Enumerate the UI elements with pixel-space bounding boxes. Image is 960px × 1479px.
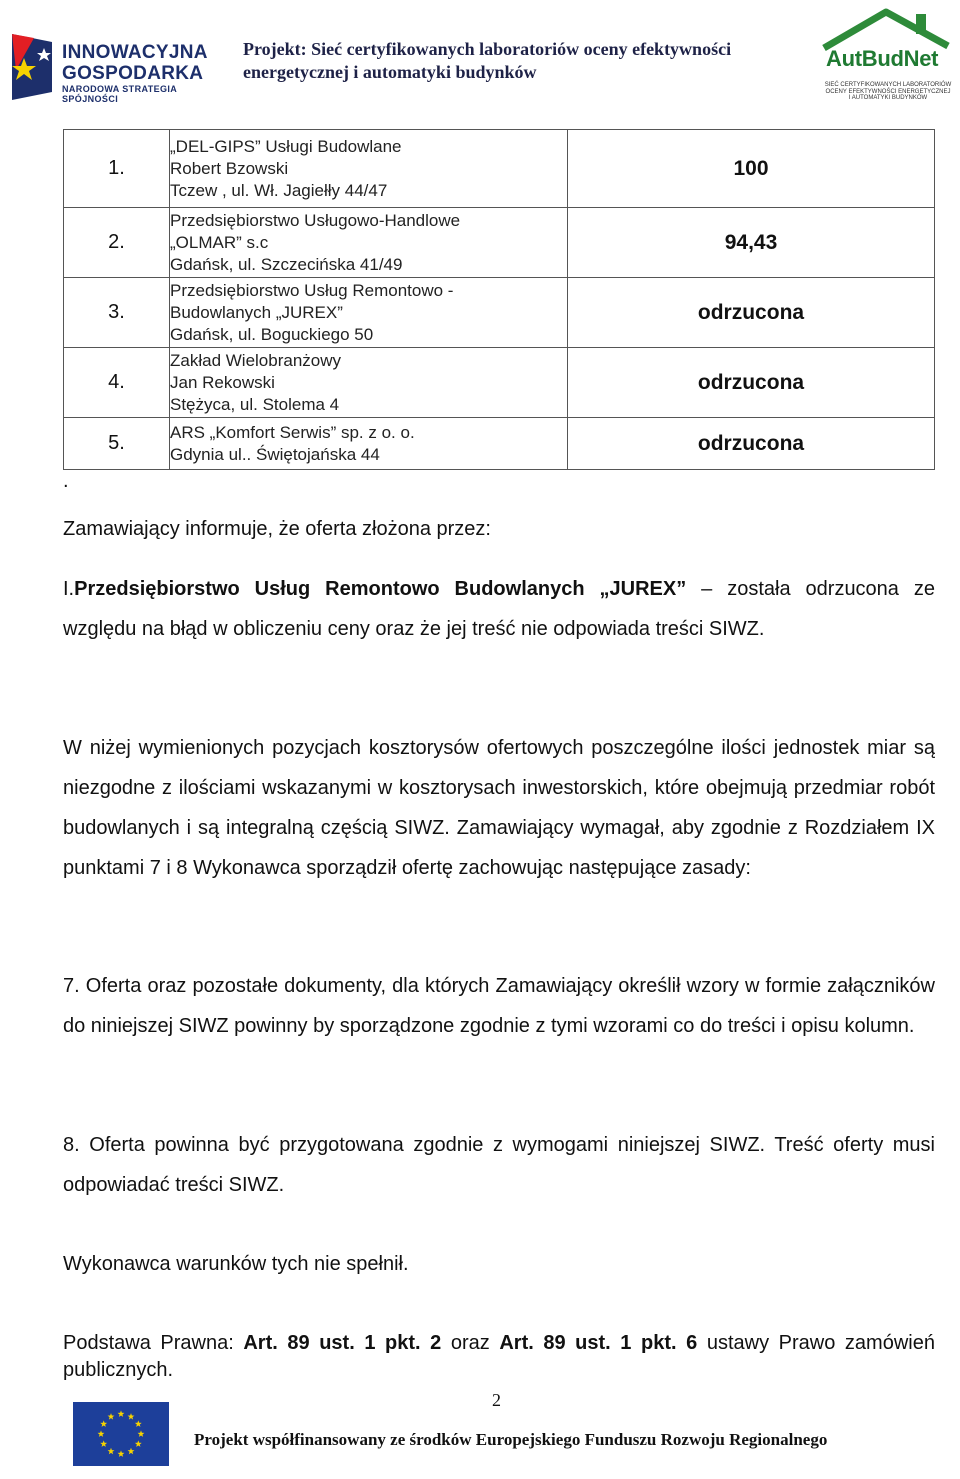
offer-name-line: „DEL-GIPS” Usługi Budowlane xyxy=(170,136,402,156)
legal-text: ustawy Prawo zamówień publicznych. xyxy=(63,1332,935,1381)
eu-flag-icon xyxy=(73,1402,169,1466)
eu-star xyxy=(108,1413,115,1420)
eu-star xyxy=(118,1410,125,1417)
offer-score: odrzucona xyxy=(568,278,935,348)
eu-star xyxy=(135,1440,142,1447)
offer-name-line: ARS „Komfort Serwis” sp. z o. o. xyxy=(170,422,415,442)
eu-star xyxy=(98,1430,105,1437)
offer-name xyxy=(170,278,568,348)
rule-8-paragraph: 8. Oferta powinna być przygotowana zgodnie z wymogami niniejszej SIWZ. Treść oferty musi odpowiadać treści SIWZ. xyxy=(63,1134,935,1196)
offer-name-line: Przedsiębiorstwo Usługowo-Handlowe xyxy=(170,210,461,230)
page-number: 2 xyxy=(492,1390,501,1410)
offer-name-line: Jan Rekowski xyxy=(170,372,275,392)
offer-name-line: Gdańsk, ul. Boguckiego 50 xyxy=(170,324,374,344)
table-row xyxy=(64,348,935,418)
legal-article-2: Art. 89 ust. 1 pkt. 6 xyxy=(499,1332,698,1354)
legal-text: oraz xyxy=(441,1332,500,1354)
offer-score: 94,43 xyxy=(568,208,935,278)
offer-number: 3. xyxy=(64,278,170,348)
table-row xyxy=(64,278,935,348)
autbudnet-sub-3: I AUTOMATYKI BUDYNKÓW xyxy=(848,95,928,101)
eu-star xyxy=(108,1448,115,1455)
conclusion-paragraph: Wykonawca warunków tych nie spełnił. xyxy=(63,1253,409,1275)
eu-star xyxy=(138,1430,145,1437)
project-title-line-2: energetycznej i automatyki budynków xyxy=(243,62,537,82)
autbudnet-subtitle xyxy=(818,82,958,102)
rejection-prefix: I. xyxy=(63,578,75,600)
logo-line-3: NARODOWA STRATEGIA SPÓJNOŚCI xyxy=(62,84,177,104)
offer-score: odrzucona xyxy=(568,348,935,418)
rejection-paragraph xyxy=(63,569,935,649)
offer-score: 100 xyxy=(568,130,935,208)
table-row xyxy=(64,208,935,278)
offer-name-line: Stężyca, ul. Stolema 4 xyxy=(170,394,340,414)
star-flag-icon xyxy=(6,30,58,100)
offer-name xyxy=(170,130,568,208)
offer-number: 1. xyxy=(64,130,170,208)
project-title xyxy=(243,38,803,84)
footer-cofinancing: Projekt współfinansowany ze środków Europejskiego Funduszu Rozwoju Regionalnego xyxy=(194,1430,828,1449)
offer-name-line: Gdańsk, ul. Szczecińska 41/49 xyxy=(170,254,403,274)
eu-star xyxy=(118,1450,125,1457)
eu-star xyxy=(128,1448,135,1455)
offer-number: 4. xyxy=(64,348,170,418)
legal-article-1: Art. 89 ust. 1 pkt. 2 xyxy=(243,1332,442,1354)
offer-name-line: Tczew , ul. Wł. Jagiełły 44/47 xyxy=(170,180,388,200)
offer-name-line: Zakład Wielobranżowy xyxy=(170,350,342,370)
logo-line-1: INNOWACYJNA xyxy=(62,42,208,63)
eu-star xyxy=(128,1413,135,1420)
table-row xyxy=(64,130,935,208)
eu-star xyxy=(100,1440,107,1447)
offer-name-line: Robert Bzowski xyxy=(170,158,289,178)
stray-dot: . xyxy=(63,470,69,492)
eu-stars-icon xyxy=(73,1402,169,1466)
offer-name xyxy=(170,418,568,470)
logo-line-2: GOSPODARKA xyxy=(62,63,204,84)
autbudnet-wordmark: AutBudNet xyxy=(826,46,939,71)
explanation-paragraph: W niżej wymienionych pozycjach kosztorysów ofertowych poszczególne ilości jednostek miar są niezgodne z ilościami wskazanymi w kosztorysach inwestorskich, które obejmują przedmiar robót budowlanych i są integralną częścią SIWZ. Zamawiający wymagał, aby zgodnie z Rozdziałem IX punktami 7 i 8 Wykonawca sporządził ofertę zachowując następujące zasady: xyxy=(63,737,935,879)
table-row xyxy=(64,418,935,470)
rejected-company: Przedsiębiorstwo Usług Remontowo Budowlanych „JUREX” xyxy=(74,578,687,600)
legal-basis xyxy=(63,1330,935,1384)
offer-number: 2. xyxy=(64,208,170,278)
offer-name-line: „OLMAR” s.c xyxy=(170,232,269,252)
offer-name-line: Gdynia ul.. Świętojańska 44 xyxy=(170,444,380,464)
autbudnet-sub-2: OCENY EFEKTYWNOŚCI ENERGETYCZNEJ xyxy=(825,88,951,95)
offer-name xyxy=(170,348,568,418)
eu-star xyxy=(100,1420,107,1427)
eu-star xyxy=(135,1420,142,1427)
offer-number: 5. xyxy=(64,418,170,470)
innowacyjna-gospodarka-logo xyxy=(6,22,208,104)
rejection-reason: – została odrzucona ze względu na błąd w obliczeniu ceny oraz że jej treść nie odpowiada treści SIWZ. xyxy=(63,578,935,640)
offer-score: odrzucona xyxy=(568,418,935,470)
offer-name-line: Budowlanych „JUREX” xyxy=(170,302,343,322)
offer-name-line: Przedsiębiorstwo Usług Remontowo - xyxy=(170,280,454,300)
legal-text: Podstawa Prawna: xyxy=(63,1332,244,1354)
offer-name xyxy=(170,208,568,278)
intro-text: Zamawiający informuje, że oferta złożona przez: xyxy=(63,518,491,540)
rule-7-paragraph: 7. Oferta oraz pozostałe dokumenty, dla których Zamawiający określił wzory w formie załączników do niniejszej SIWZ powinny by sporządzone zgodnie z tymi wzorami co do treści i opisu kolumn. xyxy=(63,975,935,1037)
autbudnet-sub-1: SIEĆ CERTYFIKOWANYCH LABORATORIÓW xyxy=(824,82,952,88)
autbudnet-logo xyxy=(812,2,958,104)
offers-table xyxy=(63,129,935,470)
project-title-line-1: Projekt: Sieć certyfikowanych laboratoriów oceny efektywności xyxy=(243,39,732,59)
